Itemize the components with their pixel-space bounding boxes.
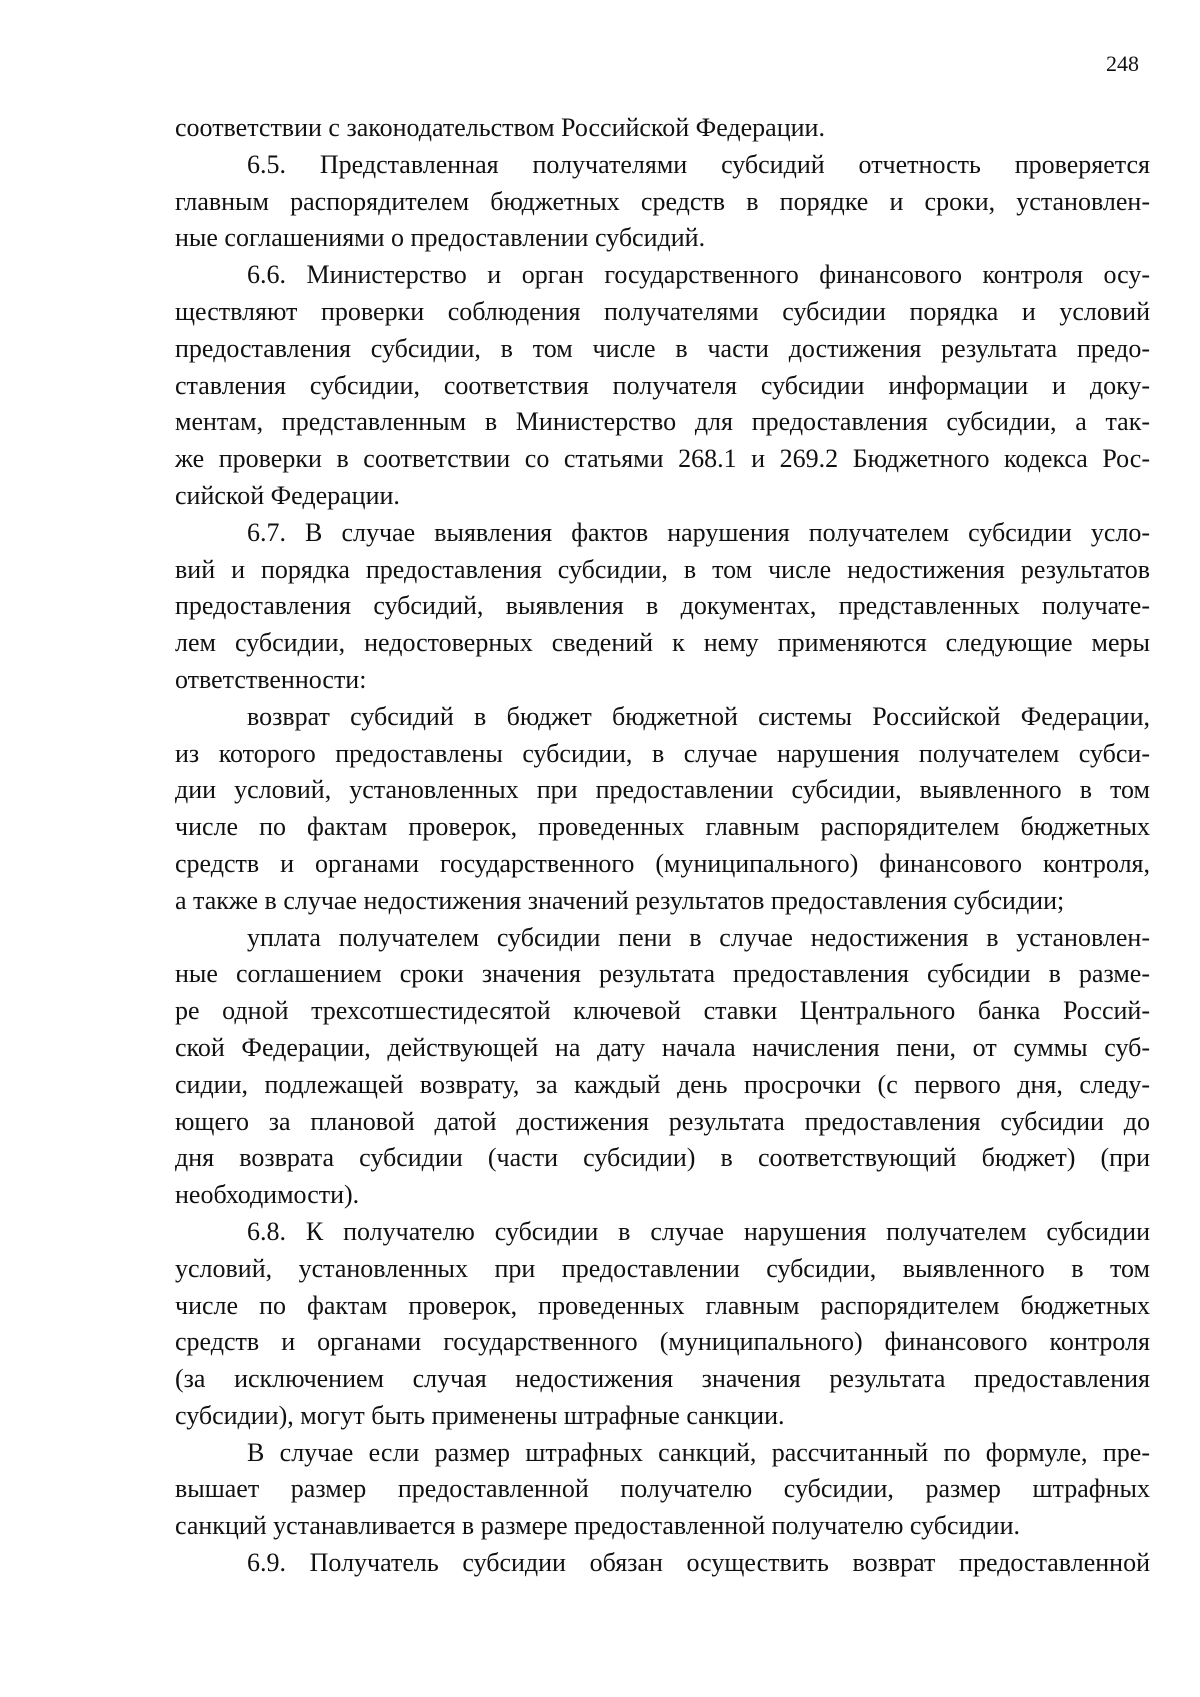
text-line: ющего за плановой датой достижения результата предоставления субсидии до xyxy=(175,1106,1150,1136)
text-line: вий и порядка предоставления субсидии, в том числе недостижения результатов xyxy=(175,554,1150,584)
text-line: условий, установленных при предоставлении субсидии, выявленного в том xyxy=(175,1253,1150,1283)
text-line: сийской Федерации. xyxy=(175,480,400,510)
text-line: В случае если размер штрафных санкций, рассчитанный по формуле, пре- xyxy=(247,1437,1150,1467)
text-line: ществляют проверки соблюдения получателями субсидии порядка и условий xyxy=(175,296,1150,326)
text-line: ской Федерации, действующей на дату начала начисления пени, от суммы суб- xyxy=(175,1032,1150,1062)
text-line: же проверки в соответствии со статьями 268.1 и 269.2 Бюджетного кодекса Рос- xyxy=(175,444,1150,474)
text-line: числе по фактам проверок, проведенных главным распорядителем бюджетных xyxy=(175,1290,1150,1320)
text-line: возврат субсидий в бюджет бюджетной системы Российской Федерации, xyxy=(247,701,1150,731)
text-line: 6.8. К получателю субсидии в случае нарушения получателем субсидии xyxy=(247,1216,1150,1246)
page-number: 248 xyxy=(1106,51,1139,76)
text-line: лем субсидии, недостоверных сведений к нему применяются следующие меры xyxy=(175,628,1150,658)
text-line: ставления субсидии, соответствия получателя субсидии информации и доку- xyxy=(175,370,1150,400)
text-line: дня возврата субсидии (части субсидии) в соответствующий бюджет) (при xyxy=(175,1143,1150,1173)
text-line: необходимости). xyxy=(175,1180,360,1210)
text-line: предоставления субсидий, выявления в документах, представленных получате- xyxy=(175,591,1150,621)
text-line: сидии, подлежащей возврату, за каждый день просрочки (с первого дня, следу- xyxy=(175,1069,1150,1099)
text-line: соответствии с законодательством Российской Федерации. xyxy=(175,113,825,142)
text-line: а также в случае недостижения значений результатов предоставления субсидии; xyxy=(175,885,1065,915)
text-line: из которого предоставлены субсидии, в случае нарушения получателем субси- xyxy=(175,738,1150,768)
text-line: средств и органами государственного (муниципального) финансового контроля, xyxy=(175,848,1150,878)
text-line: 6.7. В случае выявления фактов нарушения получателем субсидии усло- xyxy=(247,517,1150,547)
text-line: (за исключением случая недостижения значения результата предоставления xyxy=(175,1364,1150,1394)
text-line: 6.9. Получатель субсидии обязан осуществить возврат предоставленной xyxy=(247,1548,1150,1578)
text-line: санкций устанавливается в размере предоставленной получателю субсидии. xyxy=(175,1511,1020,1541)
text-line: ные соглашением сроки значения результата предоставления субсидии в разме- xyxy=(175,959,1150,989)
text-line: главным распорядителем бюджетных средств в порядке и сроки, установлен- xyxy=(175,186,1150,216)
document-body xyxy=(175,110,1150,1582)
text-line: субсидии), могут быть применены штрафные санкции. xyxy=(175,1400,785,1430)
text-line: числе по фактам проверок, проведенных главным распорядителем бюджетных xyxy=(175,812,1150,842)
text-line: средств и органами государственного (муниципального) финансового контроля xyxy=(175,1327,1150,1357)
text-line: ментам, представленным в Министерство для предоставления субсидии, а так- xyxy=(175,407,1150,437)
text-line: ные соглашениями о предоставлении субсидий. xyxy=(175,223,706,253)
text-line: предоставления субсидии, в том числе в части достижения результата предо- xyxy=(175,333,1150,363)
text-line: ре одной трехсотшестидесятой ключевой ставки Центрального банка Россий- xyxy=(175,996,1150,1026)
text-line: 6.6. Министерство и орган государственного финансового контроля осу- xyxy=(247,260,1150,290)
text-line: дии условий, установленных при предоставлении субсидии, выявленного в том xyxy=(175,775,1150,805)
text-line: вышает размер предоставленной получателю субсидии, размер штрафных xyxy=(175,1474,1150,1504)
text-line: ответственности: xyxy=(175,664,367,694)
text-line: 6.5. Представленная получателями субсидий отчетность проверяется xyxy=(247,149,1150,179)
text-line: уплата получателем субсидии пени в случае недостижения в установлен- xyxy=(247,922,1150,952)
